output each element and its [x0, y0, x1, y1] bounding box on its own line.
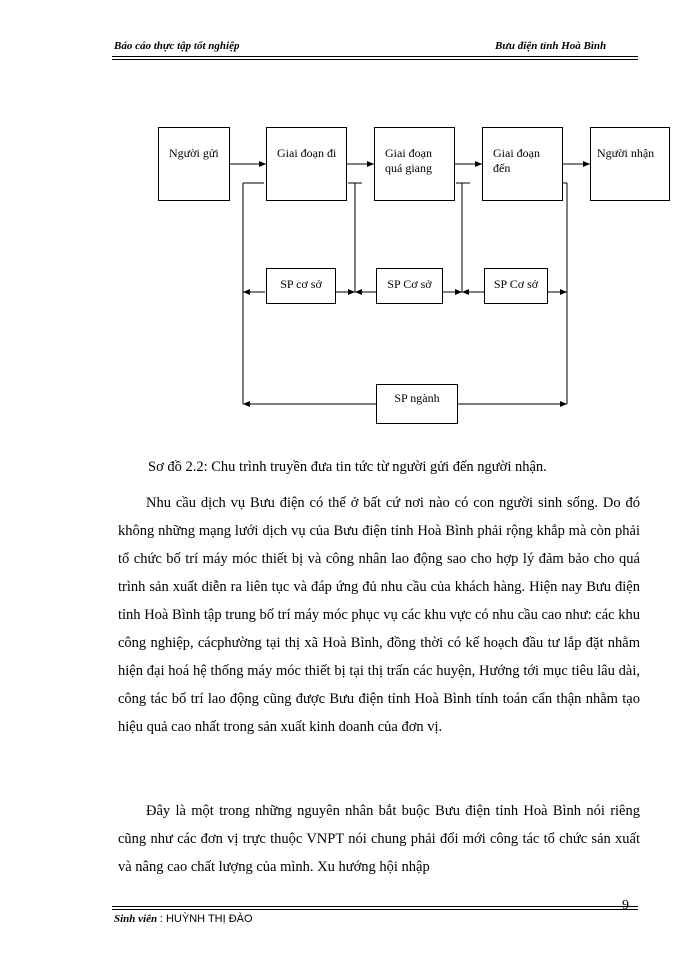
- page-number: 9: [622, 898, 629, 913]
- box-outbound-label: Giai đoạn đi: [277, 146, 337, 160]
- box-arrival-label-1: Giai đoạn: [493, 146, 540, 160]
- box-sender: [158, 127, 230, 201]
- box-sp-base-1: [266, 268, 336, 304]
- box-arrival-label-2: đến: [493, 161, 511, 175]
- footer-rule: [112, 906, 638, 907]
- footer-rule-2: [112, 909, 638, 910]
- header-right-title: Bưu điện tỉnh Hoà Bình: [495, 40, 607, 52]
- box-sp-base-2-label: SP Cơ sở: [387, 277, 432, 291]
- box-sp-base-3: [484, 268, 548, 304]
- box-arrival: [482, 127, 563, 201]
- box-receiver-label: Người nhận: [597, 146, 655, 160]
- box-sp-sector-label: SP ngành: [394, 391, 440, 405]
- box-transit-label-1: Giai đoạn: [385, 146, 432, 160]
- box-sp-sector: [376, 384, 458, 424]
- diagram-caption: Sơ đồ 2.2: Chu trình truyền đưa tin tức từ người gửi đến người nhận.: [148, 459, 547, 475]
- paragraph-1: Nhu cầu dịch vụ Bưu điện có thể ở bất cứ nơi nào có con người sinh sống. Do đó không những mạng lưới dịch vụ của Bưu điện tỉnh Hoà Bình phải rộng khắp mà còn phải tổ chức bố trí máy móc thiết bị và công nhân lao động sao cho hợp lý đảm bảo cho quá trình sản xuất diễn ra liên tục và đáp ứng đủ nhu cầu của khách hàng. Hiện nay Bưu điện tỉnh Hoà Bình tập trung bố trí máy móc phục vụ các khu vực có nhu cầu cao như: các khu công nghiệp, cácphường tại thị xã Hoà Bình, đồng thời có kế hoạch đầu tư lắp đặt nhằm hiện đại hoá hệ thống máy móc thiết bị tại thị trấn các huyện, Hướng tới mục tiêu lâu dài, công tác bố trí lao động cũng được Bưu điện tỉnh Hoà Bình tính toán cẩn thận nhằm tạo hiệu quả cao nhất trong sản xuất kinh doanh của đơn vị.: [118, 495, 640, 735]
- box-sp-base-1-label: SP cơ sở: [280, 277, 322, 291]
- box-sp-base-2: [376, 268, 443, 304]
- box-outbound: [266, 127, 347, 201]
- box-receiver: [590, 127, 670, 201]
- box-transit: [374, 127, 455, 201]
- box-sp-base-3-label: SP Cơ sở: [493, 277, 539, 291]
- header-left-title: Báo cáo thực tập tốt nghiệp: [114, 40, 240, 52]
- box-sender-label: Người gửi: [169, 146, 219, 160]
- footer-student: [114, 913, 253, 925]
- footer-label: Sinh viên: [114, 913, 158, 925]
- paragraph-2: Đây là một trong những nguyên nhân bắt buộc Bưu điện tỉnh Hoà Bình nói riêng cũng như các đơn vị trực thuộc VNPT nói chung phải đổi mới công tác tổ chức sản xuất và nâng cao chất lượng của mình. Xu hướng hội nhập: [118, 803, 640, 875]
- box-transit-label-2: quá giang: [385, 161, 432, 175]
- footer-name: : HUỲNH THỊ ĐÀO: [159, 913, 253, 925]
